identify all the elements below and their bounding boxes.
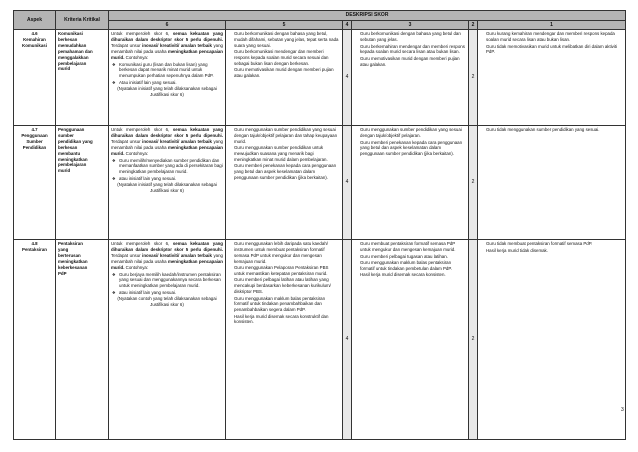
kriteria-line: menggalakkan [58, 54, 89, 60]
kriteria-line: pembelajaran [58, 60, 87, 66]
s6_bullets-item: ❖ Atau inisiatif lain yang sesuai. [119, 80, 223, 86]
intro-bold: meningkatkan pencapaian murid. [111, 48, 223, 60]
aspek-cell [14, 30, 56, 126]
s5-item: • Guru memberi pelbagai latihan atau latihan yang mencakupi berdasarkan keberkesanan kurikulum/ diskriptor PBS. [234, 277, 340, 295]
s5-item: • Guru menggunakan lebih daripada satu kaedah/ instrumen untuk membuat pentaksiran formatif semasa PdP untuk mengukur dan mengesan kemajuan murid. [234, 241, 340, 264]
s3-item: • Guru berkemahiran mendengar dan memberi respons kepada soalan murid secara lisan atau bukan lisan. [360, 44, 466, 56]
score-6-intro [111, 31, 223, 60]
score-5-description [226, 126, 343, 240]
kriteria-line: PdP [58, 270, 67, 276]
score-2-cell: 2 [469, 30, 478, 126]
s5-item: • Guru menggunakan maklum balas pentaksiran formatif untuk tindakan penambahbaikan dan penambahbaikan segera dalam PdP. [234, 296, 340, 314]
intro-text: Untuk memperoleh skor 6, [111, 127, 173, 133]
header-deskripsi: DESKRIPSI SKOR [109, 11, 626, 21]
intro-text: Contohnya: [124, 54, 149, 60]
kriteria-line: pendidikan yang [58, 139, 93, 144]
intro-bold: semua kekuatan yang dihuraikan dalam deskriptor skor 5 perlu dipenuhi. [111, 31, 223, 43]
header-score-1: 1 [478, 20, 626, 30]
page-number: 3 [621, 407, 624, 413]
s1-item: • Guru tidak menggunakan sumber pendidikan yang sesuai. [486, 127, 623, 133]
score-6-note: (Nyatakan inisiatif yang telah dilaksanakan sebagai Justifikasi skor 6) [117, 182, 217, 193]
header-score-3: 3 [352, 20, 469, 30]
s6_bullets-item: ❖ Guru berjaya memilih kaedah/instrumen pentaksiran yang sesuai dan menggunakannya secara berkesan untuk meningkatkan pembelajaran murid. [119, 272, 223, 290]
score-6-intro [111, 127, 223, 156]
intro-text: Untuk memperoleh skor 6, [111, 241, 173, 247]
s6_bullets-item: ❖ Guru memilih/menyediakan sumber pendidikan dan memanfaatkan sumber yang ada di persekitaran bagi meningkatkan pembelajaran murid. [119, 158, 223, 176]
score-3-description [352, 30, 469, 126]
s6_bullets-item: ❖ Komunikasi guru (lisan dan bukan lisan) yang berkesan dapat menarik minat murid untuk menumpukan perhatian sepenuhnya dalam PdP. [119, 62, 223, 80]
s3-item: • Guru menggunakan sumber pendidikan yang sesuai dengan tajuk/objektif pelajaran. [360, 127, 466, 139]
intro-text: Terdapat unsur [111, 139, 143, 144]
kriteria-line: pembelajaran [58, 162, 87, 168]
score-1-description [478, 30, 626, 126]
s3-item: • Hasil kerja murid disemak secara konsisten. [360, 272, 466, 278]
s5-item: • Guru menggunakan sumber pendidikan untuk mewujudkan suasana yang menarik bagi meningkatkan minat murid dalam pembelajaran. [234, 145, 340, 163]
score-2-cell: 2 [469, 126, 478, 240]
kriteria-cell [56, 30, 109, 126]
kriteria-line: Penggunaan [58, 127, 85, 133]
intro-bold: semua kekuatan yang dihuraikan dalam deskriptor skor 5 perlu dipenuhi. [111, 241, 223, 253]
score-4-cell: 4 [343, 126, 352, 240]
aspek-line: Kemahiran [23, 37, 46, 43]
s1-item: • Hasil kerja murid tidak disemak. [486, 248, 623, 254]
score-3-description [352, 240, 469, 440]
score-6-description [109, 126, 226, 240]
aspek-line: 4.6 [31, 31, 38, 37]
header-score-6: 6 [109, 20, 226, 30]
s6_bullets-item: ❖ atau inisiatif lain yang sesuai. [119, 290, 223, 296]
intro-text: Terdapat unsur [111, 253, 143, 258]
intro-bold: inovasi/ kreativiti/ amalan terbaik [142, 253, 212, 258]
kriteria-line: Komunikasi [58, 31, 83, 37]
table-row [14, 30, 626, 126]
s5-item: • Hasil kerja murid disemak secara konstruktif dan konsisten. [234, 314, 340, 326]
aspek-line: Penggunaan [21, 133, 48, 139]
score-4-cell: 4 [343, 30, 352, 126]
s5-item: • Guru berkomunikasi mendengar dan memberi respons kepada soalan murid secara sesuai dan sebagai bukan lisan dengan berkesan. [234, 49, 340, 67]
kriteria-line: sumber [58, 133, 74, 139]
kriteria-line: berterusan [58, 253, 81, 258]
header-kriteria: Kriteria Kritikal [56, 11, 109, 30]
aspek-cell [14, 126, 56, 240]
kriteria-line: berkesan [58, 37, 78, 43]
score-1-description [478, 240, 626, 440]
kriteria-line: keberkesanan [58, 264, 88, 270]
header-aspek: Aspek [14, 11, 56, 30]
score-6-intro [111, 241, 223, 270]
kriteria-line: berkesan [58, 144, 78, 150]
kriteria-line: meningkatkan [58, 156, 88, 162]
intro-text: Untuk memperoleh skor 6, [111, 31, 173, 37]
s5-item: • Guru berkomunikasi dengan bahasa yang betul, mudah difahami, sebutan yang jelas, tepat serta nada suara yang sesuai. [234, 31, 340, 49]
aspek-line: 4.7 [31, 127, 38, 133]
kriteria-line: murid [58, 66, 71, 72]
s3-item: • Guru membuat pentaksiran formatif semasa PdP untuk mengukur dan mengesan kemajuan murid. [360, 241, 466, 253]
s1-item: • Guru kurang kemahiran mendengar dan memberi respons kepada soalan murid secara lisan atau bukan lisan. [486, 31, 623, 43]
aspek-line: Komunikasi [22, 43, 47, 48]
header-score-4: 4 [343, 20, 352, 30]
s3-item: • Guru memberi penekanan kepada cara penggunaan yang betul dan aspek keselamatan dalam penggunaan sumber pendidikan (jika berkaitan). [360, 140, 466, 158]
intro-text: Contohnya: [124, 264, 149, 270]
s5-item: • Guru menggunakan sumber pendidikan yang sesuai dengan tajuk/objektif pelajaran dan tahap keupayaan murid. [234, 127, 340, 145]
aspek-line: Pendidikan [22, 144, 47, 150]
s3-item: • Guru berkomunikasi dengan bahasa yang betul dan sebutan yang jelas. [360, 31, 466, 43]
rubric-table [13, 10, 626, 440]
kriteria-line: memudahkan [58, 43, 87, 48]
intro-text: yang menambah nilai pada usaha [111, 43, 223, 54]
score-6-note: (Nyatakan contoh yang telah dilaksanakan sebagai Justifikasi skor 6) [117, 296, 217, 307]
kriteria-line: membantu [58, 150, 81, 156]
header-score-2: 2 [469, 20, 478, 30]
intro-text: Contohnya: [124, 150, 149, 156]
aspek-line: Pentaksiran [22, 247, 47, 253]
score-3-description [352, 126, 469, 240]
table-row [14, 240, 626, 440]
score-2-cell: 2 [469, 240, 478, 440]
score-6-description [109, 240, 226, 440]
intro-text: yang menambah nilai pada usaha [111, 253, 223, 264]
kriteria-line: Pentaksiran [58, 241, 83, 247]
intro-bold: meningkatkan pencapaian murid. [111, 258, 223, 270]
header-row-1 [14, 11, 626, 21]
aspek-line: Sumber [26, 139, 43, 144]
s5-item: • Guru memotivasikan murid dengan memberi pujian atau galakan. [234, 67, 340, 79]
kriteria-line: pemahaman dan [58, 48, 93, 54]
kriteria-line: yang [58, 247, 69, 253]
s5-item: • Guru memberi penekanan kepada cara penggunaan yang betul dan aspek keselamatan dalam penggunaan sumber pendidikan (jika berkaitan). [234, 163, 340, 181]
kriteria-cell [56, 240, 109, 440]
s5-item: • Guru menggunakan Pelaporan Pentaksiran PBS untuk memastikan ketepatan pentaksiran murid. [234, 265, 340, 277]
s1-item: • Guru tidak memotivasikan murid untuk melibatkan diri dalam aktiviti PdP. [486, 44, 623, 56]
intro-text: Terdapat unsur [111, 43, 143, 48]
score-5-description [226, 30, 343, 126]
score-6-note: (Nyatakan inisiatif yang telah dilaksanakan sebagai Justifikasi skor 6) [117, 86, 217, 97]
kriteria-line: meningkatkan [58, 258, 88, 264]
intro-text: yang menambah nilai pada usaha [111, 139, 223, 150]
score-6-description [109, 30, 226, 126]
s1-item: • Guru tidak membuat pentaksiran formatif semasa PdP. [486, 241, 623, 247]
rubric-body [14, 30, 626, 440]
intro-bold: semua kekuatan yang dihuraikan dalam deskriptor skor 5 perlu dipenuhi. [111, 127, 223, 139]
aspek-line: 4.8 [31, 241, 38, 247]
aspek-cell [14, 240, 56, 440]
score-4-cell: 4 [343, 240, 352, 440]
table-row [14, 126, 626, 240]
s3-item: • Guru menggunakan maklum balas pentaksiran formatif untuk tindakan pembetulan dalam PdP. [360, 260, 466, 272]
kriteria-cell [56, 126, 109, 240]
intro-bold: inovasi/ kreativiti/ amalan terbaik [142, 43, 212, 48]
intro-bold: meningkatkan pencapaian murid. [111, 144, 223, 156]
s3-item: • Guru memotivasikan murid dengan memberi pujian atau galakan. [360, 56, 466, 68]
intro-bold: inovasi/ kreativiti/ amalan terbaik [142, 139, 212, 144]
s6_bullets-item: ❖ atau inisiatif lain yang sesuai. [119, 176, 223, 182]
header-score-5: 5 [226, 20, 343, 30]
score-5-description [226, 240, 343, 440]
s3-item: • Guru memberi pelbagai tugasan atau latihan. [360, 254, 466, 260]
score-1-description [478, 126, 626, 240]
kriteria-line: murid [58, 168, 71, 174]
